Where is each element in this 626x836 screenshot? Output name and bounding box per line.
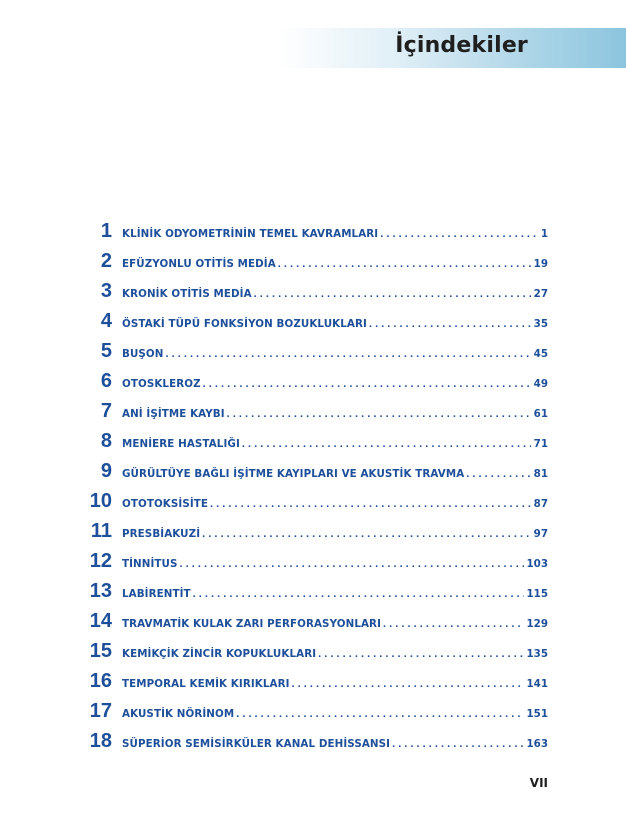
chapter-title: LABİRENTİT [122,588,191,600]
chapter-number: 13 [89,580,112,602]
toc-entry[interactable] [70,216,548,246]
dot-leader [466,459,530,489]
dot-leader [203,369,531,399]
page-number: 97 [533,528,548,540]
page-number: 129 [526,618,548,630]
dot-leader [210,489,531,519]
chapter-title: EFÜZYONLU OTİTİS MEDİA [122,258,276,270]
page-number: 1 [540,228,548,240]
chapter-number: 17 [89,700,112,722]
chapter-number: 8 [100,430,112,452]
toc-entry[interactable] [70,246,548,276]
chapter-number: 6 [100,370,112,392]
chapter-number: 3 [100,280,112,302]
chapter-number: 14 [89,610,112,632]
dot-leader [180,549,524,579]
toc-entry[interactable] [70,726,548,756]
chapter-number: 9 [100,460,112,482]
chapter-title: OTOSKLEROZ [122,378,201,390]
chapter-title: BUŞON [122,348,164,360]
page-number: 49 [533,378,548,390]
page-number: 103 [526,558,548,570]
chapter-title: KRONİK OTİTİS MEDİA [122,288,252,300]
chapter-number: 7 [100,400,112,422]
dot-leader [369,309,531,339]
toc-entry[interactable] [70,486,548,516]
toc-entry[interactable] [70,666,548,696]
chapter-number: 11 [90,520,112,542]
page-number: 45 [533,348,548,360]
chapter-number: 1 [100,220,112,242]
dot-leader [254,279,531,309]
dot-leader [318,639,523,669]
chapter-title: AKUSTİK NÖRİNOM [122,708,235,720]
page-title: İçindekiler [395,33,528,58]
table-of-contents [70,216,548,756]
chapter-number: 16 [89,670,112,692]
chapter-title: TEMPORAL KEMİK KIRIKLARI [122,678,290,690]
chapter-title: PRESBİAKUZİ [122,528,201,540]
dot-leader [166,339,531,369]
dot-leader [380,219,538,249]
toc-entry[interactable] [70,696,548,726]
page-number: 135 [526,648,548,660]
dot-leader [193,579,524,609]
chapter-number: 2 [100,250,112,272]
chapter-title: KEMİKÇİK ZİNCİR KOPUKLUKLARI [122,648,317,660]
dot-leader [278,249,531,279]
page-number: 163 [526,738,548,750]
chapter-title: MENİERE HASTALIĞI [122,438,240,450]
toc-entry[interactable] [70,336,548,366]
dot-leader [392,729,523,759]
toc-entry[interactable] [70,276,548,306]
chapter-number: 12 [89,550,112,572]
chapter-title: ANİ İŞİTME KAYBI [122,408,225,420]
toc-entry[interactable] [70,366,548,396]
chapter-number: 15 [89,640,112,662]
dot-leader [242,429,531,459]
toc-entry[interactable] [70,546,548,576]
chapter-number: 10 [89,490,112,512]
dot-leader [202,519,531,549]
page-number: 151 [526,708,548,720]
chapter-title: KLİNİK ODYOMETRİNİN TEMEL KAVRAMLARI [122,228,379,240]
page-number: 27 [533,288,548,300]
chapter-title: SÜPERİOR SEMİSİRKÜLER KANAL DEHİSSANSI [122,738,391,750]
page-number: 81 [533,468,548,480]
page-number: 61 [533,408,548,420]
dot-leader [383,609,523,639]
toc-entry[interactable] [70,456,548,486]
toc-entry[interactable] [70,396,548,426]
dot-leader [227,399,531,429]
page-number: 35 [533,318,548,330]
dot-leader [236,699,523,729]
chapter-number: 5 [100,340,112,362]
toc-entry[interactable] [70,426,548,456]
toc-entry[interactable] [70,576,548,606]
chapter-title: OTOTOKSİSİTE [122,498,209,510]
page-number: 87 [533,498,548,510]
page-number: 19 [533,258,548,270]
toc-entry[interactable] [70,306,548,336]
chapter-title: GÜRÜLTÜYE BAĞLI İŞİTME KAYIPLARI VE AKUSTİK TRAVMA [122,468,465,480]
page-number: 141 [526,678,548,690]
folio-page-number: VII [529,776,548,790]
dot-leader [292,669,524,699]
toc-entry[interactable] [70,636,548,666]
chapter-number: 18 [89,730,112,752]
page-number: 71 [533,438,548,450]
chapter-title: ÖSTAKİ TÜPÜ FONKSİYON BOZUKLUKLARI [122,318,367,330]
chapter-title: TRAVMATİK KULAK ZARI PERFORASYONLARI [122,618,382,630]
chapter-number: 4 [100,310,112,332]
page-number: 115 [526,588,548,600]
toc-entry[interactable] [70,516,548,546]
toc-entry[interactable] [70,606,548,636]
chapter-title: TİNNİTUS [122,558,178,570]
